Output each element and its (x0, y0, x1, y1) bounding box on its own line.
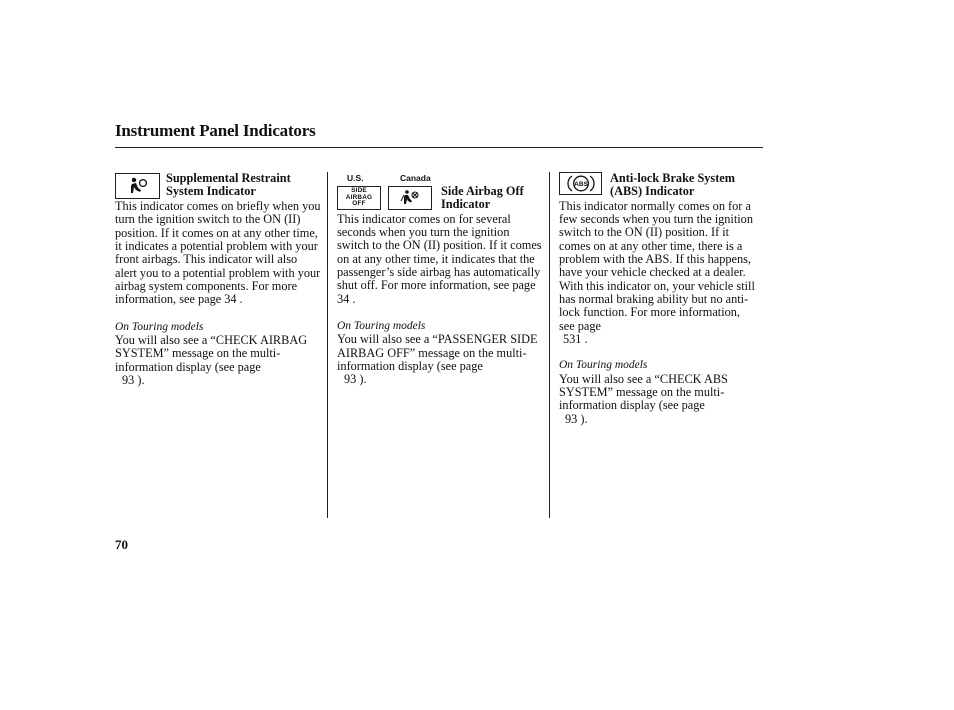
srs-title-line2: System Indicator (166, 184, 256, 199)
side-airbag-title (441, 185, 524, 212)
abs-note-tail: 93 ). (565, 411, 588, 426)
abs-body-tail: 531 . (563, 332, 588, 347)
abs-circle-icon (559, 172, 602, 195)
srs-header (115, 172, 321, 199)
region-labels (337, 172, 543, 184)
sab-title-line1: Side Airbag Off (441, 184, 524, 198)
sab-icon-line-side: SIDE (351, 187, 367, 195)
column-divider-1 (327, 172, 328, 518)
region-canada-label: Canada (400, 173, 431, 183)
srs-title (166, 172, 291, 199)
side-airbag-body: This indicator comes on for several seconds when you turn the ignition switch to the ON (II) position. If it comes on at any other time, it indicates that the passenger’s side airbag has automatically shut off. For more information, see page 34 . (337, 211, 542, 306)
abs-icon-text: ABS (573, 181, 588, 188)
side-airbag-header (337, 184, 543, 212)
title-divider (115, 147, 763, 148)
page-title: Instrument Panel Indicators (115, 121, 316, 140)
region-us-label: U.S. (347, 173, 364, 183)
srs-body: This indicator comes on briefly when you turn the ignition switch to the ON (II) position. If it comes on at any other time, it indicates a potential problem with your front airbags. This indicator will also alert you to a potential problem with your airbag system components. For more information, see page 34 . (115, 199, 321, 307)
srs-indicator-section (115, 172, 321, 387)
srs-note-body: You will also see a “CHECK AIRBAG SYSTEM” message on the multi-information display (see page (115, 333, 308, 374)
abs-title-line2: (ABS) Indicator (610, 184, 695, 199)
side-airbag-note-tail: 93 ). (344, 372, 367, 387)
side-airbag-off-text-icon (337, 186, 381, 210)
side-airbag-note-label: On Touring models (337, 320, 426, 332)
side-airbag-off-section (337, 172, 543, 387)
sab-title-line2: Indicator (441, 197, 491, 212)
airbag-person-icon (115, 173, 160, 199)
srs-title-line1: Supplemental Restraint (166, 171, 291, 185)
side-airbag-note-body: You will also see a “PASSENGER SIDE AIRBAG OFF” message on the multi-information display (see page (337, 332, 538, 374)
abs-note-label: On Touring models (559, 359, 648, 372)
abs-indicator-section (559, 172, 755, 426)
side-airbag-icons (337, 186, 432, 210)
sab-icon-line-off: OFF (352, 200, 366, 208)
abs-body: This indicator normally comes on for a few seconds when you turn the ignition switch to the ON (II) position. If it comes on at any other time, there is a problem with the ABS. If this happens, have your vehicle checked at a dealer. With this indicator on, your vehicle still has normal braking ability but no anti-lock function. For more information, see page (559, 198, 755, 333)
sab-icon-line-airbag: AIRBAG (345, 193, 373, 201)
srs-note-tail: 93 ). (122, 373, 145, 388)
abs-header (559, 172, 755, 199)
page-number: 70 (115, 537, 128, 552)
srs-note-label: On Touring models (115, 320, 204, 333)
column-divider-2 (549, 172, 550, 518)
abs-title (610, 172, 735, 199)
side-airbag-off-symbol-icon (388, 186, 432, 210)
abs-title-line1: Anti-lock Brake System (610, 171, 736, 185)
abs-note-body: You will also see a “CHECK ABS SYSTEM” message on the multi-information display (see page (559, 371, 728, 413)
